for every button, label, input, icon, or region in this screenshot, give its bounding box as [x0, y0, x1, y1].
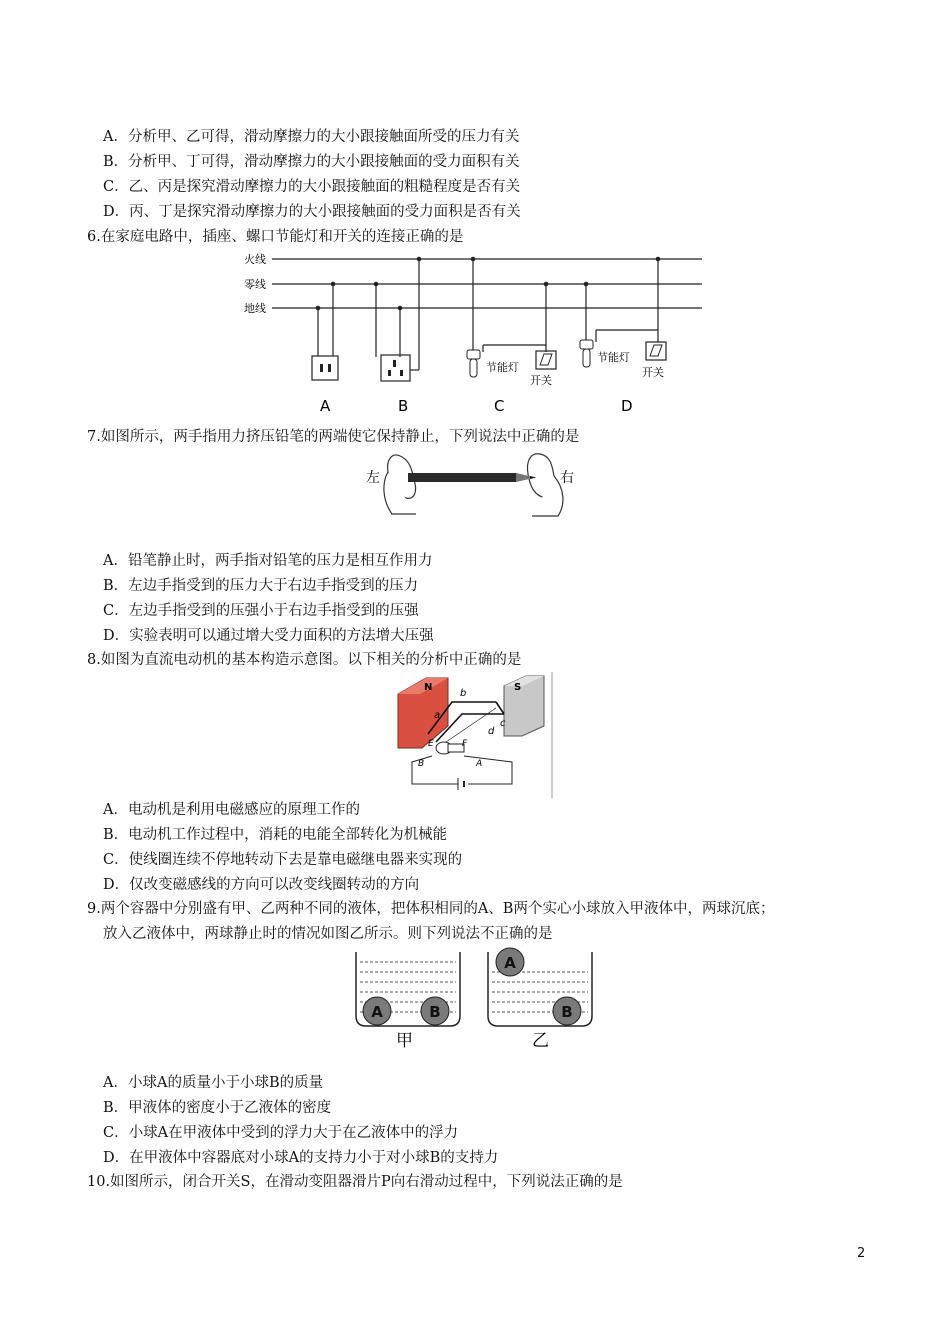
q6-circuit-figure: [240, 250, 710, 420]
label-neutral-wire: 零线: [244, 278, 266, 291]
label-n-pole: N: [424, 682, 433, 693]
page-number: 2: [857, 1246, 866, 1261]
label-e: E: [428, 739, 434, 749]
ball-a-yi: A: [504, 954, 516, 972]
label-ground-wire: 地线: [244, 302, 266, 315]
q5-option-d: D．丙、丁是探究滑动摩擦力的大小跟接触面的受力面积是否有关: [103, 204, 521, 220]
q9-option-d: D．在甲液体中容器底对小球A的支持力小于对小球B的支持力: [103, 1150, 499, 1166]
q5-option-c: C．乙、丙是探究滑动摩擦力的大小跟接触面的粗糙程度是否有关: [103, 179, 521, 195]
label-c: c: [500, 718, 506, 729]
label-jia: 甲: [396, 1031, 413, 1051]
q8-motor-figure: [392, 672, 556, 798]
q7-option-d: D．实验表明可以通过增大受力面积的方法增大压强: [103, 628, 434, 644]
label-lamp-c: 节能灯: [486, 361, 519, 374]
q9-option-c: C．小球A在甲液体中受到的浮力大于在乙液体中的浮力: [103, 1125, 459, 1141]
label-s-pole: S: [514, 682, 522, 693]
q7-stem: 7.如图所示，两手指用力挤压铅笔的两端使它保持静止，下列说法中正确的是: [87, 429, 580, 445]
q7-pencil-figure: [360, 448, 590, 520]
ball-b-jia: B: [429, 1003, 441, 1021]
label-lamp-d: 节能灯: [597, 351, 630, 364]
label-f: F: [462, 739, 468, 749]
label-brush-a: A: [476, 759, 483, 769]
q9-option-b: B．甲液体的密度小于乙液体的密度: [103, 1100, 332, 1116]
label-switch-d: 开关: [642, 366, 664, 379]
q6-stem: 6.在家庭电路中，插座、螺口节能灯和开关的连接正确的是: [87, 229, 464, 245]
q8-option-b: B．电动机工作过程中，消耗的电能全部转化为机械能: [103, 827, 448, 843]
q8-option-a: A．电动机是利用电磁感应的原理工作的: [103, 802, 360, 818]
q7-option-c: C．左边手指受到的压强小于右边手指受到的压强: [103, 603, 419, 619]
label-switch-c: 开关: [530, 374, 552, 387]
q9-option-a: A．小球A的质量小于小球B的质量: [103, 1075, 324, 1091]
q7-option-a: A．铅笔静止时，两手指对铅笔的压力是相互作用力: [103, 553, 433, 569]
label-option-a: A: [320, 397, 331, 415]
q9-stem-line1: 9.两个容器中分别盛有甲、乙两种不同的液体，把体积相同的A、B两个实心小球放入甲液体中，两球沉底；: [87, 901, 775, 917]
label-option-d: D: [621, 397, 633, 415]
label-b: b: [460, 688, 467, 699]
q8-option-d: D．仅改变磁感线的方向可以改变线圈转动的方向: [103, 877, 420, 893]
ball-b-yi: B: [561, 1003, 573, 1021]
q10-stem: 10.如图所示，闭合开关S，在滑动变阻器滑片P向右滑动过程中，下列说法正确的是: [87, 1174, 623, 1190]
label-d: d: [488, 726, 495, 737]
label-a: a: [434, 710, 441, 721]
label-fire-wire: 火线: [244, 253, 266, 266]
q9-stem-line2: 放入乙液体中，两球静止时的情况如图乙所示。则下列说法不正确的是: [103, 926, 553, 942]
q9-containers-figure: [350, 944, 605, 1054]
label-brush-b: B: [418, 759, 425, 769]
label-right: 右: [560, 470, 574, 486]
label-option-b: B: [398, 397, 409, 415]
ball-a-jia: A: [371, 1003, 383, 1021]
q8-option-c: C．使线圈连续不停地转动下去是靠电磁继电器来实现的: [103, 852, 463, 868]
label-left: 左: [366, 470, 380, 486]
q5-option-a: A．分析甲、乙可得，滑动摩擦力的大小跟接触面所受的压力有关: [103, 129, 520, 145]
q8-stem: 8.如图为直流电动机的基本构造示意图。以下相关的分析中正确的是: [87, 652, 522, 668]
q7-option-b: B．左边手指受到的压力大于右边手指受到的压力: [103, 578, 419, 594]
label-option-c: C: [494, 397, 505, 415]
q5-option-b: B．分析甲、丁可得，滑动摩擦力的大小跟接触面的受力面积有关: [103, 154, 520, 170]
label-yi: 乙: [532, 1031, 549, 1051]
